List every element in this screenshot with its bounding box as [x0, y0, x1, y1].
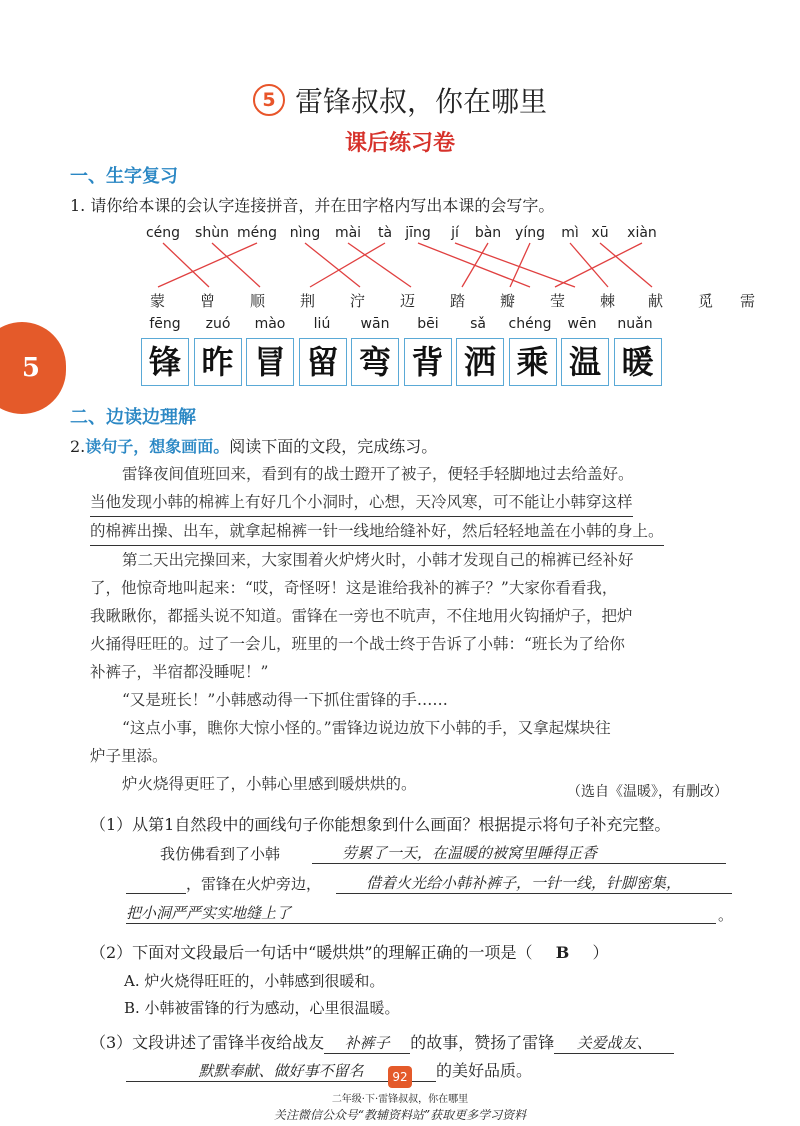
sub1-lead: 我仿佛看到了小韩: [160, 845, 281, 863]
recognize-char[interactable]: 曾: [200, 292, 216, 310]
answer-line[interactable]: [126, 902, 716, 924]
sub3-text-c: 的美好品质。: [436, 1061, 533, 1080]
written-char: 弯: [358, 343, 391, 381]
pinyin-top-item[interactable]: jí: [451, 225, 459, 241]
section2-heading: 二、边读边理解: [70, 407, 196, 428]
recognize-char[interactable]: 需: [740, 292, 756, 310]
p1-underlined-line: 当他发现小韩的棉裤上有好几个小洞时，心想，天冷风寒，可不能让小韩穿这样: [90, 488, 633, 517]
q2-bold-instruction: 读句子，想象画面。: [85, 437, 230, 456]
pinyin-top-item[interactable]: céng: [145, 225, 181, 241]
match-line: [310, 243, 385, 287]
writing-grid-box[interactable]: [456, 338, 504, 386]
answer-line[interactable]: [336, 872, 732, 894]
written-char: 冒: [253, 343, 286, 381]
pinyin-bottom-item: mào: [254, 316, 286, 332]
match-line: [305, 243, 360, 287]
recognize-char[interactable]: 棘: [600, 292, 616, 310]
sub2-prompt-text: （2）下面对文段最后一句话中“暖烘烘”的理解正确的一项是（: [90, 943, 533, 962]
p2-line: 我瞅瞅你，都摇头说不知道。雷锋在一旁也不吭声，不住地用火钩捅炉子，把炉: [90, 607, 633, 625]
matching-lines: [0, 0, 800, 320]
pinyin-bottom-item: nuǎn: [617, 316, 653, 332]
p5-line: 炉火烧得更旺了，小韩心里感到暖烘烘的。: [122, 775, 417, 793]
written-char: 留: [306, 343, 339, 381]
match-line: [158, 243, 257, 287]
sub1-answer-1: 劳累了一天，在温暖的被窝里睡得正香: [342, 844, 598, 862]
running-title: 二年级·下·雷锋叔叔，你在哪里: [331, 1094, 469, 1105]
match-line: [212, 243, 260, 287]
sub1-end: 。: [718, 906, 734, 924]
q2-instruction: 阅读下面的文段，完成练习。: [229, 437, 438, 456]
written-char: 洒: [463, 343, 496, 381]
pinyin-bottom-item: sǎ: [470, 316, 486, 332]
writing-grid-box[interactable]: [246, 338, 294, 386]
pinyin-top-item[interactable]: bàn: [474, 225, 502, 241]
pinyin-bottom-item: wān: [360, 316, 390, 332]
recognize-char[interactable]: 献: [648, 292, 664, 310]
written-char: 昨: [201, 343, 234, 381]
recognize-char[interactable]: 泞: [350, 292, 366, 310]
p2-line: 火捅得旺旺的。过了一会儿，班里的一个战士终于告诉了小韩：“班长为了给你: [90, 635, 625, 653]
passage-source: （选自《温暖》，有删改）: [567, 784, 728, 800]
match-line: [510, 243, 530, 287]
pinyin-bottom-item: wēn: [567, 316, 597, 332]
sub3-prompt: [90, 1030, 674, 1054]
sub1-mid: ，雷锋在火炉旁边，: [186, 875, 322, 893]
match-line: [462, 243, 488, 287]
sub3-answer-2: 关爱战友、: [576, 1034, 652, 1052]
p1-line: 雷锋夜间值班回来，看到有的战士蹬开了被子，便轻手轻脚地过去给盖好。: [122, 465, 634, 483]
pinyin-bottom-item: liú: [313, 316, 331, 332]
pinyin-top-item[interactable]: nìng: [289, 225, 321, 241]
side-chapter-tab: 5: [0, 322, 66, 414]
section1-heading: 一、生字复习: [70, 166, 178, 187]
sub3-answer-3: 默默奉献、做好事不留名: [198, 1062, 364, 1080]
sub3-line2: [126, 1058, 532, 1082]
p3-line: “又是班长！”小韩感动得一下抓住雷锋的手……: [122, 691, 448, 709]
pinyin-bottom-item: bēi: [417, 316, 439, 332]
pinyin-top-item[interactable]: xiàn: [627, 225, 657, 241]
answer-line[interactable]: [126, 872, 186, 894]
sub2-answer[interactable]: B: [555, 943, 570, 962]
page-subtitle: 课后练习卷: [344, 130, 455, 156]
writing-grid-box[interactable]: [509, 338, 557, 386]
written-char: 背: [411, 343, 444, 381]
writing-grid-box[interactable]: [614, 338, 662, 386]
pinyin-top-item[interactable]: jīng: [405, 225, 431, 241]
pinyin-top-item[interactable]: mài: [334, 225, 362, 241]
p2-line: 补裤子，半宿都没睡呢！”: [90, 663, 269, 681]
written-char: 暖: [621, 343, 654, 381]
recognize-char[interactable]: 踏: [450, 292, 466, 310]
writing-grid-box[interactable]: [194, 338, 242, 386]
footer-note: 关注微信公众号“教辅资料站”获取更多学习资料: [273, 1108, 527, 1122]
page-title: 雷锋叔叔，你在哪里: [294, 85, 547, 118]
recognize-char[interactable]: 瓣: [500, 292, 516, 310]
p2-line: 了，他惊奇地叫起来：“哎，奇怪呀！这是谁给我补的裤子？”大家你看看我，: [90, 579, 618, 597]
answer-line[interactable]: [312, 842, 726, 864]
sub1-prompt: （1）从第1自然段中的画线句子你能想象到什么画面？根据提示将句子补充完整。: [90, 815, 671, 834]
recognize-char[interactable]: 蒙: [150, 292, 166, 310]
pinyin-bottom-item: fēng: [149, 316, 181, 332]
page-number: 92: [388, 1066, 412, 1088]
pinyin-top-item[interactable]: tà: [377, 225, 393, 241]
match-line: [163, 243, 209, 287]
sub3-text-b: 的故事，赞扬了雷锋: [410, 1033, 555, 1052]
recognize-char[interactable]: 荆: [300, 292, 316, 310]
writing-grid-box[interactable]: [561, 338, 609, 386]
pinyin-top-item[interactable]: méng: [237, 225, 278, 241]
pinyin-top-item[interactable]: xū: [591, 225, 609, 241]
p2-line: 第二天出完操回来，大家围着火炉烤火时，小韩才发现自己的棉裤已经补好: [122, 551, 634, 569]
p4-line: 炉子里添。: [90, 747, 168, 765]
sub2-close: ）: [592, 943, 609, 962]
written-char: 乘: [516, 343, 549, 381]
pinyin-bottom-item: chéng: [508, 316, 552, 332]
recognize-char[interactable]: 觅: [698, 292, 714, 310]
pinyin-top-item[interactable]: yíng: [515, 225, 545, 241]
match-line: [555, 243, 642, 287]
match-line: [348, 243, 411, 287]
pinyin-top-item[interactable]: shùn: [195, 225, 229, 241]
recognize-char[interactable]: 迈: [400, 292, 416, 310]
match-line: [600, 243, 652, 287]
pinyin-top-item[interactable]: mì: [561, 225, 579, 241]
pinyin-bottom-item: zuó: [205, 316, 231, 332]
answer-line[interactable]: [554, 1032, 674, 1054]
match-line: [570, 243, 608, 287]
recognize-char[interactable]: 顺: [250, 292, 266, 310]
recognize-char[interactable]: 莹: [550, 292, 566, 310]
reading-passage: [90, 460, 740, 798]
q2-prompt: [70, 434, 437, 457]
p4-line: “这点小事，瞧你大惊小怪的。”雷锋边说边放下小韩的手，又拿起煤块往: [122, 719, 611, 737]
sub3-text-a: （3）文段讲述了雷锋半夜给战友: [90, 1033, 325, 1052]
sub2-option-a: A. 炉火烧得旺旺的，小韩感到很暖和。: [124, 972, 385, 990]
sub3-answer-1: 补裤子: [344, 1034, 390, 1052]
sub2-option-b: B. 小韩被雷锋的行为感动，心里很温暖。: [124, 999, 400, 1017]
writing-grid-box[interactable]: [351, 338, 399, 386]
p1-underlined-line: 的棉裤出操、出车，就拿起棉裤一针一线地给缝补好，然后轻轻地盖在小韩的身上。: [90, 517, 664, 546]
sub2-prompt: [90, 940, 609, 963]
sub1-answer-2: 借着火光给小韩补裤子，一针一线，针脚密集，: [366, 874, 682, 892]
lesson-number-badge: 5: [253, 84, 285, 116]
q2-label: 2.: [70, 437, 86, 456]
q1-prompt: 1. 请你给本课的会认字连接拼音，并在田字格内写出本课的会写字。: [70, 196, 555, 215]
sub1-answer-3: 把小洞严严实实地缝上了: [126, 904, 292, 922]
answer-line[interactable]: [324, 1032, 410, 1054]
written-char: 锋: [148, 343, 181, 381]
writing-grid-box[interactable]: [404, 338, 452, 386]
written-char: 温: [568, 343, 601, 381]
writing-grid-box[interactable]: [299, 338, 347, 386]
writing-grid-box[interactable]: [141, 338, 189, 386]
